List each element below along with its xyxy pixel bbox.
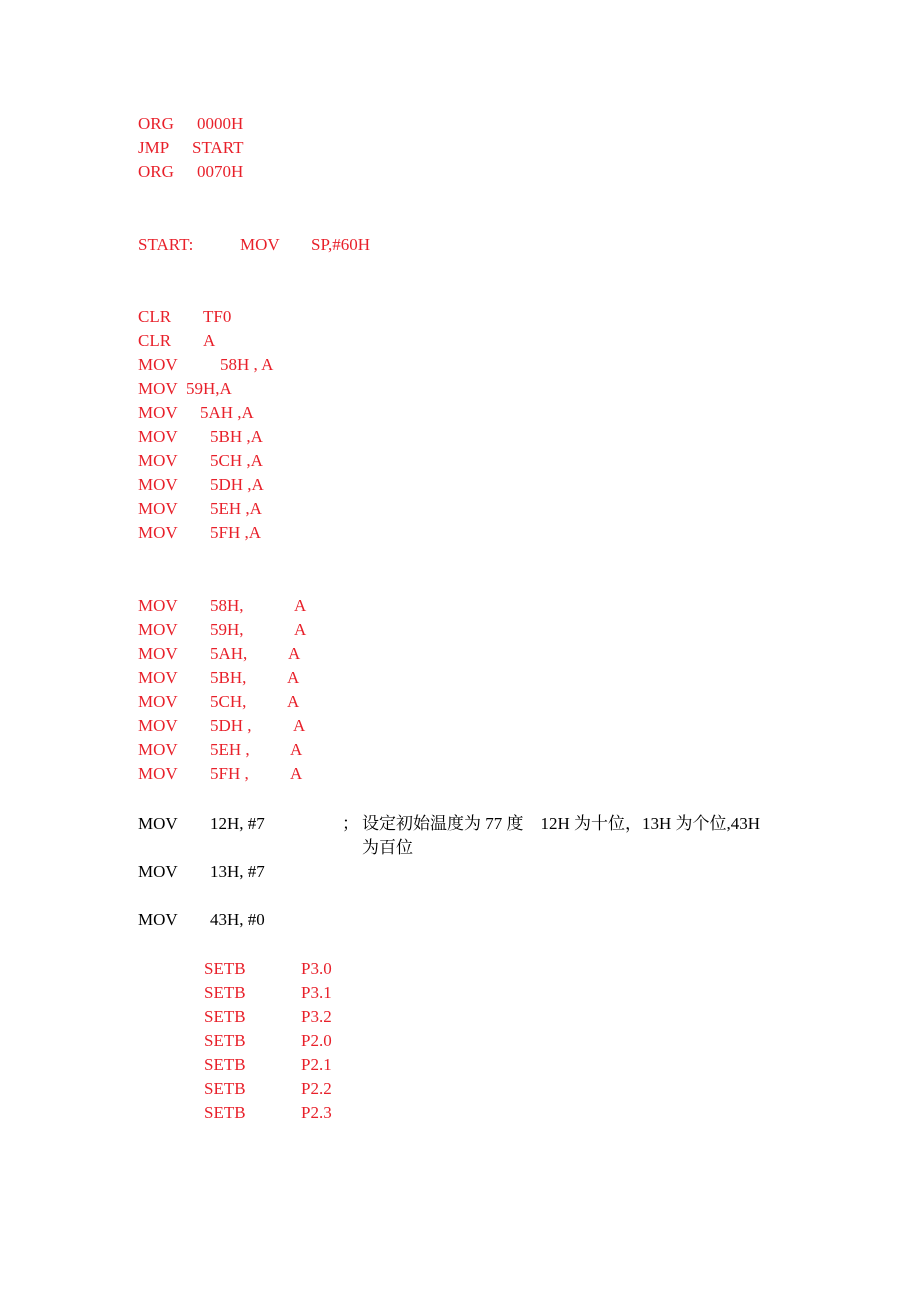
code-line-setb bbox=[204, 1029, 384, 1053]
opcode: SETB bbox=[204, 1007, 246, 1026]
code-line-setb bbox=[204, 1053, 384, 1077]
operand: START bbox=[192, 138, 244, 157]
operand: 12H, #7 bbox=[210, 814, 265, 833]
code-line-mov bbox=[138, 401, 338, 425]
code-line-mov bbox=[138, 521, 338, 545]
code-line-mov bbox=[138, 449, 338, 473]
label: START: bbox=[138, 235, 194, 254]
operand: 5EH ,A bbox=[210, 499, 262, 518]
operand: 5CH, bbox=[210, 692, 247, 711]
register: A bbox=[287, 668, 300, 687]
code-line-start bbox=[138, 233, 438, 257]
opcode: MOV bbox=[138, 596, 178, 615]
opcode: SETB bbox=[204, 983, 246, 1002]
code-line-mov bbox=[138, 497, 338, 521]
opcode: SETB bbox=[204, 959, 246, 978]
operand: P3.2 bbox=[301, 1007, 332, 1026]
register: A bbox=[287, 692, 300, 711]
code-line-setb bbox=[204, 957, 384, 981]
code-line-setb bbox=[204, 1077, 384, 1101]
code-line-clr-tf0 bbox=[138, 305, 338, 329]
opcode: MOV bbox=[138, 692, 178, 711]
code-line-org-0070h bbox=[138, 160, 338, 184]
operand: 0000H bbox=[197, 114, 244, 133]
comment: 设定初始温度为 77 度 12H 为十位，13H 为个位,43H bbox=[362, 814, 761, 833]
code-line-mov-with-comment bbox=[138, 812, 818, 836]
opcode: MOV bbox=[138, 740, 178, 759]
operand: 58H , A bbox=[220, 355, 274, 374]
register: A bbox=[294, 596, 307, 615]
code-line-mov bbox=[138, 738, 358, 762]
code-line-mov bbox=[138, 618, 358, 642]
code-line-clr-a bbox=[138, 329, 338, 353]
code-line-mov bbox=[138, 690, 358, 714]
opcode: MOV bbox=[138, 764, 178, 783]
opcode: MOV bbox=[138, 910, 178, 929]
operand: P2.0 bbox=[301, 1031, 332, 1050]
operand: A bbox=[203, 331, 216, 350]
opcode: MOV bbox=[138, 862, 178, 881]
opcode: ORG bbox=[138, 162, 174, 181]
code-line-mov bbox=[138, 377, 338, 401]
opcode: MOV bbox=[138, 620, 178, 639]
operand: 13H, #7 bbox=[210, 862, 265, 881]
operand: 5BH ,A bbox=[210, 427, 263, 446]
opcode: MOV bbox=[138, 475, 178, 494]
code-line-mov bbox=[138, 860, 338, 884]
operand: 43H, #0 bbox=[210, 910, 265, 929]
operand: 5AH ,A bbox=[200, 403, 254, 422]
opcode: MOV bbox=[138, 668, 178, 687]
opcode: SETB bbox=[204, 1079, 246, 1098]
operand: 5BH, bbox=[210, 668, 247, 687]
operand: 5CH ,A bbox=[210, 451, 263, 470]
opcode: JMP bbox=[138, 138, 170, 157]
code-line-mov bbox=[138, 642, 358, 666]
register: A bbox=[294, 620, 307, 639]
operand: P3.0 bbox=[301, 959, 332, 978]
code-line-mov bbox=[138, 666, 358, 690]
opcode: CLR bbox=[138, 307, 172, 326]
opcode: MOV bbox=[138, 499, 178, 518]
opcode: MOV bbox=[138, 403, 178, 422]
operand: 5AH, bbox=[210, 644, 248, 663]
opcode: MOV bbox=[138, 814, 178, 833]
operand: 0070H bbox=[197, 162, 244, 181]
opcode: MOV bbox=[138, 523, 178, 542]
operand: 5FH , bbox=[210, 764, 249, 783]
code-line-mov bbox=[138, 425, 338, 449]
code-line-setb bbox=[204, 1005, 384, 1029]
opcode: SETB bbox=[204, 1055, 246, 1074]
opcode: SETB bbox=[204, 1031, 246, 1050]
opcode: ORG bbox=[138, 114, 174, 133]
operand: P2.2 bbox=[301, 1079, 332, 1098]
code-line-mov bbox=[138, 353, 338, 377]
code-line-mov bbox=[138, 473, 338, 497]
operand: 58H, bbox=[210, 596, 244, 615]
operand: 59H,A bbox=[186, 379, 232, 398]
operand: 5FH ,A bbox=[210, 523, 262, 542]
register: A bbox=[290, 740, 303, 759]
opcode: CLR bbox=[138, 331, 172, 350]
register: A bbox=[290, 764, 303, 783]
code-line-setb bbox=[204, 981, 384, 1005]
operand: P2.1 bbox=[301, 1055, 332, 1074]
code-line-jmp-start bbox=[138, 136, 338, 160]
opcode: MOV bbox=[138, 355, 178, 374]
opcode: MOV bbox=[138, 379, 178, 398]
operand: P2.3 bbox=[301, 1103, 332, 1122]
opcode: MOV bbox=[138, 427, 178, 446]
operand: 59H, bbox=[210, 620, 244, 639]
operand: SP,#60H bbox=[311, 235, 371, 254]
opcode: MOV bbox=[240, 235, 280, 254]
comment-continuation: 为百位 bbox=[362, 838, 413, 857]
register: A bbox=[288, 644, 301, 663]
operand: 5EH , bbox=[210, 740, 250, 759]
code-line-setb bbox=[204, 1101, 384, 1125]
operand: P3.1 bbox=[301, 983, 332, 1002]
opcode: MOV bbox=[138, 644, 178, 663]
comment-separator: ； bbox=[342, 814, 359, 833]
operand: 5DH , bbox=[210, 716, 252, 735]
operand: 5DH ,A bbox=[210, 475, 264, 494]
opcode: MOV bbox=[138, 451, 178, 470]
register: A bbox=[293, 716, 306, 735]
code-line-mov bbox=[138, 594, 358, 618]
code-line-mov bbox=[138, 714, 358, 738]
code-line-mov bbox=[138, 908, 338, 932]
code-line-mov bbox=[138, 762, 358, 786]
operand: TF0 bbox=[203, 307, 232, 326]
code-line-org-0000h bbox=[138, 112, 338, 136]
opcode: MOV bbox=[138, 716, 178, 735]
opcode: SETB bbox=[204, 1103, 246, 1122]
